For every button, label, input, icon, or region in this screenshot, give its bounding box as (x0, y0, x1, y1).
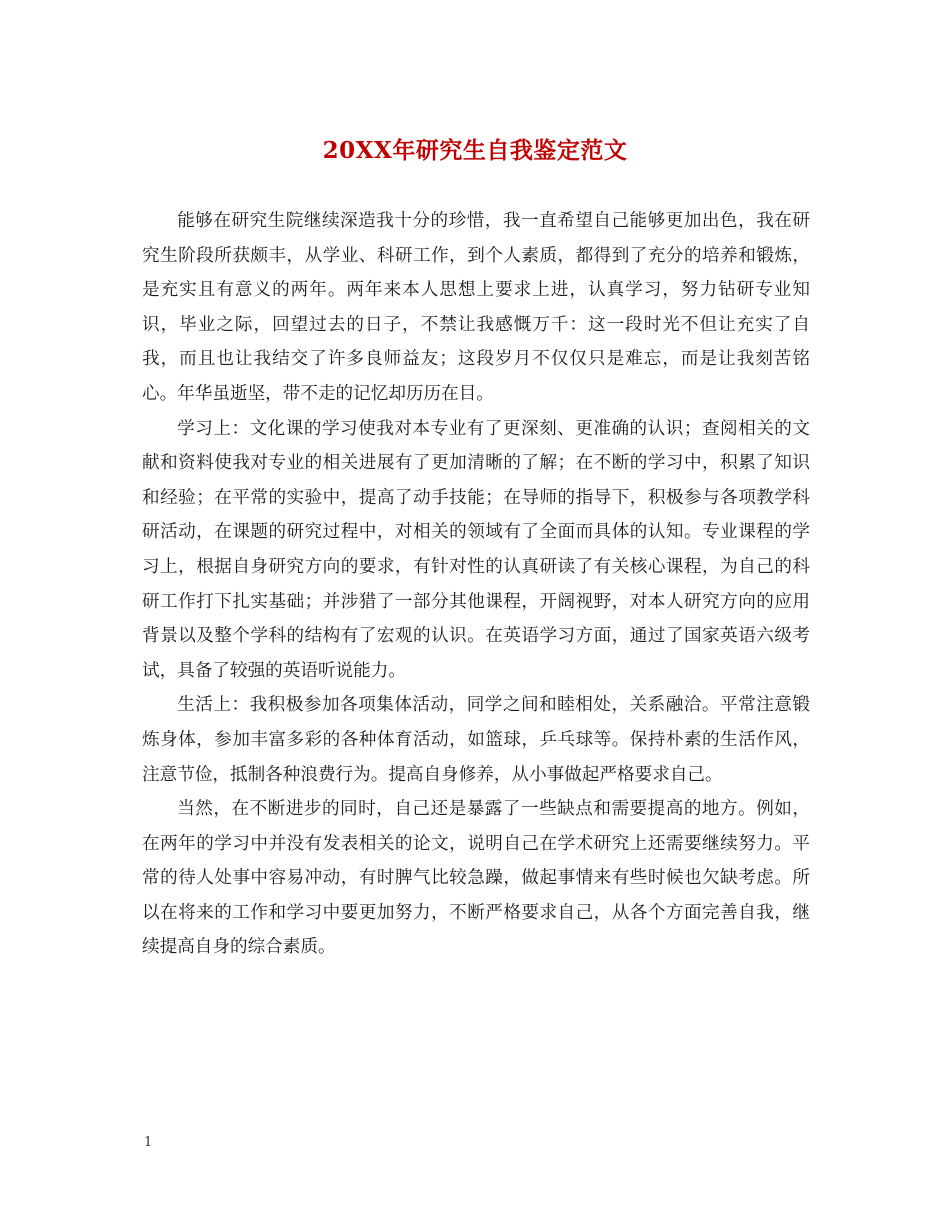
paragraph-intro: 能够在研究生院继续深造我十分的珍惜，我一直希望自己能够更加出色，我在研究生阶段所获颇丰，从学业、科研工作，到个人素质，都得到了充分的培养和锻炼，是充实且有意义的两年。两年来本人思想上要求上进，认真学习，努力钻研专业知识，毕业之际，回望过去的日子，不禁让我感慨万千：这一段时光不但让充实了自我，而且也让我结交了许多良师益友；这段岁月不仅仅只是难忘，而是让我刻苦铭心。年华虽逝坚，带不走的记忆却历历在目。 (142, 211, 810, 404)
page-title: 20XX年研究生自我鉴定范文 (322, 137, 628, 164)
paragraph-life: 生活上：我积极参加各项集体活动，同学之间和睦相处，关系融洽。平常注意锻炼身体，参加丰富多彩的各种体育活动，如篮球，乒乓球等。保持朴素的生活作风，注意节俭，抵制各种浪费行为。提高自身修养，从小事做起严格要求自己。 (142, 695, 810, 785)
page-number: 1 (144, 1135, 153, 1150)
document-body (142, 204, 810, 965)
paragraph-study: 学习上：文化课的学习使我对本专业有了更深刻、更准确的认识；查阅相关的文献和资料使我对专业的相关进展有了更加清晰的了解；在不断的学习中，积累了知识和经验；在平常的实验中，提高了动手技能；在导师的指导下，积极参与各项教学科研活动，在课题的研究过程中，对相关的领域有了全面而具体的认知。专业课程的学习上，根据自身研究方向的要求，有针对性的认真研读了有关核心课程，为自己的科研工作打下扎实基础；并涉猎了一部分其他课程，开阔视野，对本人研究方向的应用背景以及整个学科的结构有了宏观的认识。在英语学习方面，通过了国家英语六级考试，具备了较强的英语听说能力。 (142, 418, 810, 681)
paragraph-shortcomings: 当然，在不断进步的同时，自己还是暴露了一些缺点和需要提高的地方。例如，在两年的学习中并没有发表相关的论文，说明自己在学术研究上还需要继续努力。平常的待人处事中容易冲动，有时脾气比较急躁，做起事情来有些时候也欠缺考虑。所以在将来的工作和学习中要更加努力，不断严格要求自己，从各个方面完善自我，继续提高自身的综合素质。 (142, 799, 810, 958)
